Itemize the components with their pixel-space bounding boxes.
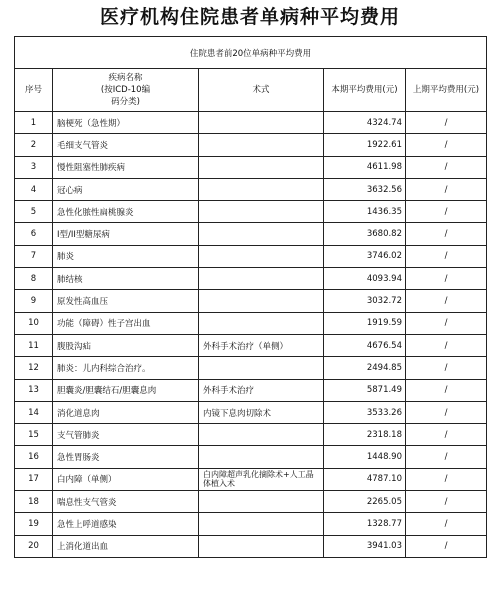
table-row [15, 112, 487, 134]
row-number: 13 [15, 379, 53, 401]
previous-avg-cost: / [406, 357, 487, 379]
current-avg-cost: 2318.18 [324, 424, 406, 446]
current-avg-cost: 3533.26 [324, 401, 406, 423]
header-previous-cost: 上期平均费用(元) [406, 69, 487, 112]
table-row [15, 468, 487, 490]
disease-name: 白内障（单侧） [53, 468, 199, 490]
procedure-name [199, 134, 324, 156]
disease-name: 急性化脓性扁桃腺炎 [53, 201, 199, 223]
procedure-name [199, 201, 324, 223]
table-caption: 住院患者前20位单病种平均费用 [15, 37, 487, 69]
procedure-name [199, 424, 324, 446]
procedure-name [199, 446, 324, 468]
previous-avg-cost: / [406, 513, 487, 535]
procedure-name: 外科手术治疗 [199, 379, 324, 401]
previous-avg-cost: / [406, 156, 487, 178]
header-no: 序号 [15, 69, 53, 112]
table-row [15, 424, 487, 446]
procedure-name [199, 357, 324, 379]
table-row [15, 513, 487, 535]
disease-cost-table [14, 36, 487, 558]
procedure-name [199, 223, 324, 245]
current-avg-cost: 3746.02 [324, 245, 406, 267]
disease-name: 功能（障碍）性子宫出血 [53, 312, 199, 334]
current-avg-cost: 3632.56 [324, 178, 406, 200]
row-number: 11 [15, 334, 53, 356]
procedure-text: 白内障超声乳化摘除术+人工晶体植入术 [203, 470, 314, 489]
previous-avg-cost: / [406, 424, 487, 446]
current-avg-cost: 2265.05 [324, 491, 406, 513]
row-number: 1 [15, 112, 53, 134]
table-row [15, 178, 487, 200]
previous-avg-cost: / [406, 468, 487, 490]
previous-avg-cost: / [406, 446, 487, 468]
current-avg-cost: 1922.61 [324, 134, 406, 156]
disease-name: 支气管肺炎 [53, 424, 199, 446]
current-avg-cost: 1328.77 [324, 513, 406, 535]
previous-avg-cost: / [406, 223, 487, 245]
procedure-name: 外科手术治疗（单侧） [199, 334, 324, 356]
previous-avg-cost: / [406, 401, 487, 423]
procedure-name [199, 268, 324, 290]
table-row [15, 134, 487, 156]
row-number: 4 [15, 178, 53, 200]
current-avg-cost: 3680.82 [324, 223, 406, 245]
disease-name: I型/II型糖尿病 [53, 223, 199, 245]
disease-name: 上消化道出血 [53, 535, 199, 557]
previous-avg-cost: / [406, 290, 487, 312]
disease-name: 急性上呼道感染 [53, 513, 199, 535]
current-avg-cost: 3032.72 [324, 290, 406, 312]
row-number: 6 [15, 223, 53, 245]
table-row [15, 401, 487, 423]
procedure-name [199, 513, 324, 535]
current-avg-cost: 5871.49 [324, 379, 406, 401]
procedure-name [199, 535, 324, 557]
previous-avg-cost: / [406, 112, 487, 134]
disease-name: 肺结核 [53, 268, 199, 290]
previous-avg-cost: / [406, 535, 487, 557]
table-row [15, 245, 487, 267]
row-number: 10 [15, 312, 53, 334]
previous-avg-cost: / [406, 334, 487, 356]
row-number: 15 [15, 424, 53, 446]
current-avg-cost: 4611.98 [324, 156, 406, 178]
previous-avg-cost: / [406, 491, 487, 513]
table-row [15, 312, 487, 334]
row-number: 7 [15, 245, 53, 267]
disease-name: 消化道息肉 [53, 401, 199, 423]
previous-avg-cost: / [406, 245, 487, 267]
header-disease: 疾病名称 (按ICD-10编 码分类) [53, 69, 199, 112]
table-row [15, 334, 487, 356]
table-body [15, 112, 487, 558]
disease-name: 原发性高血压 [53, 290, 199, 312]
table-row [15, 268, 487, 290]
table-row [15, 290, 487, 312]
previous-avg-cost: / [406, 268, 487, 290]
row-number: 20 [15, 535, 53, 557]
current-avg-cost: 4787.10 [324, 468, 406, 490]
previous-avg-cost: / [406, 201, 487, 223]
procedure-name [199, 245, 324, 267]
header-procedure: 术式 [199, 69, 324, 112]
procedure-name [199, 312, 324, 334]
row-number: 3 [15, 156, 53, 178]
row-number: 5 [15, 201, 53, 223]
disease-name: 毛细支气管炎 [53, 134, 199, 156]
previous-avg-cost: / [406, 312, 487, 334]
disease-name: 喘息性支气管炎 [53, 491, 199, 513]
disease-name: 腹股沟疝 [53, 334, 199, 356]
row-number: 17 [15, 468, 53, 490]
procedure-name: 内镜下息肉切除术 [199, 401, 324, 423]
table-row [15, 535, 487, 557]
disease-name: 冠心病 [53, 178, 199, 200]
disease-name: 肺炎：儿内科综合治疗。 [53, 357, 199, 379]
table-row [15, 491, 487, 513]
procedure-name [199, 491, 324, 513]
previous-avg-cost: / [406, 379, 487, 401]
row-number: 19 [15, 513, 53, 535]
row-number: 16 [15, 446, 53, 468]
page-title: 医疗机构住院患者单病种平均费用 [99, 6, 400, 28]
current-avg-cost: 4093.94 [324, 268, 406, 290]
table-row [15, 357, 487, 379]
current-avg-cost: 1919.59 [324, 312, 406, 334]
current-avg-cost: 4676.54 [324, 334, 406, 356]
row-number: 12 [15, 357, 53, 379]
row-number: 2 [15, 134, 53, 156]
table-row [15, 201, 487, 223]
current-avg-cost: 1436.35 [324, 201, 406, 223]
disease-name: 胆囊炎/胆囊结石/胆囊息肉 [53, 379, 199, 401]
current-avg-cost: 4324.74 [324, 112, 406, 134]
row-number: 8 [15, 268, 53, 290]
disease-name: 肺炎 [53, 245, 199, 267]
procedure-name [199, 290, 324, 312]
row-number: 14 [15, 401, 53, 423]
table-row [15, 156, 487, 178]
current-avg-cost: 2494.85 [324, 357, 406, 379]
disease-name: 慢性阻塞性肺疾病 [53, 156, 199, 178]
procedure-name [199, 468, 324, 490]
table-row [15, 446, 487, 468]
header-current-cost: 本期平均费用(元) [324, 69, 406, 112]
disease-name: 急性胃肠炎 [53, 446, 199, 468]
row-number: 18 [15, 491, 53, 513]
procedure-name [199, 178, 324, 200]
table-row [15, 223, 487, 245]
disease-name: 脑梗死（急性期） [53, 112, 199, 134]
previous-avg-cost: / [406, 134, 487, 156]
row-number: 9 [15, 290, 53, 312]
current-avg-cost: 1448.90 [324, 446, 406, 468]
previous-avg-cost: / [406, 178, 487, 200]
current-avg-cost: 3941.03 [324, 535, 406, 557]
table-row [15, 379, 487, 401]
procedure-name [199, 112, 324, 134]
procedure-name [199, 156, 324, 178]
